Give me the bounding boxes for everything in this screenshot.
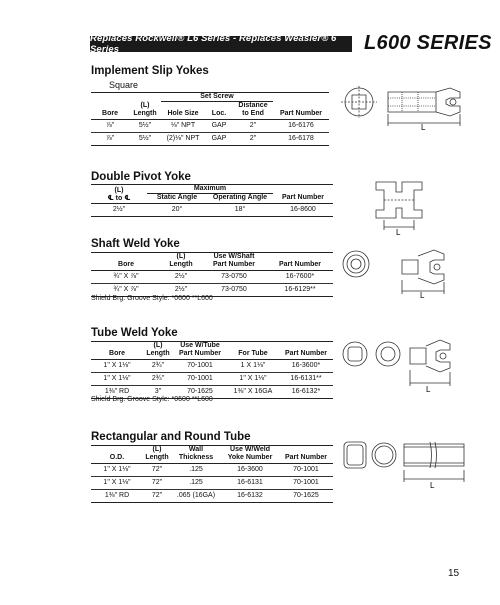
cell-part-number: 16-6176 xyxy=(273,120,329,133)
shaft-weld-yoke-note: Shield Brg. Groove Style: *0600 **L600 xyxy=(91,295,213,302)
cell-hole-size: (2)⅛" NPT xyxy=(161,133,205,146)
shaft-weld-yoke-side-view xyxy=(402,250,444,294)
cell-distance: 2" xyxy=(233,133,273,146)
implement-slip-yokes-table xyxy=(91,92,329,146)
header-bore: Bore xyxy=(91,253,161,271)
header-use-w-shaft: Use W/Shaft Part Number xyxy=(201,253,267,271)
slip-yoke-end-view xyxy=(341,86,377,118)
cell-bore: ¾" X ⅞" xyxy=(91,284,161,297)
header-part-number: Part Number xyxy=(267,253,333,271)
cell-bore: 1⅜" RD xyxy=(91,386,143,399)
rectangular-round-tube-title: Rectangular and Round Tube xyxy=(91,431,251,443)
header-l-center-to-center: (L) ℄ to ℄ xyxy=(91,185,147,204)
cell-loc: GAP xyxy=(205,133,233,146)
cell-weld-yoke-number: 16-6131 xyxy=(221,477,279,490)
table-row xyxy=(91,120,329,133)
cell-weld-yoke-number: 16-6132 xyxy=(221,490,279,503)
table-row xyxy=(91,464,333,477)
cell-use-w-shaft: 73-0750 xyxy=(201,271,267,284)
cell-operating-angle: 18° xyxy=(207,204,273,217)
table-row xyxy=(91,373,333,386)
table-row xyxy=(91,133,329,146)
cell-length: 2¾" xyxy=(143,373,173,386)
header-for-tube: For Tube xyxy=(227,342,279,360)
cell-use-w-tube: 70-1625 xyxy=(173,386,227,399)
cell-bore: 1" X 1⅛" xyxy=(91,360,143,373)
header-hole-size: Hole Size xyxy=(161,102,205,120)
double-pivot-yoke-drawing xyxy=(370,178,430,237)
cell-part-number: 70-1625 xyxy=(279,490,333,503)
cell-od: 1" X 1⅛" xyxy=(91,477,143,490)
double-pivot-yoke-title: Double Pivot Yoke xyxy=(91,171,191,183)
cell-part-number: 16-6129** xyxy=(267,284,333,297)
cell-part-number: 16-6131** xyxy=(279,373,333,386)
slip-yoke-side-view xyxy=(388,88,460,126)
slip-yoke-length-label: L xyxy=(421,123,426,132)
cell-hole-size: ⅛" NPT xyxy=(161,120,205,133)
cell-length: 3" xyxy=(143,386,173,399)
cell-loc: GAP xyxy=(205,120,233,133)
cell-distance: 2" xyxy=(233,120,273,133)
cell-for-tube: 1" X 1⅛" xyxy=(227,373,279,386)
shaft-weld-yoke-end-view xyxy=(343,251,369,277)
cell-part-number: 16-3600* xyxy=(279,360,333,373)
shaft-weld-length-label: L xyxy=(420,291,425,300)
double-pivot-yoke-table xyxy=(91,184,333,217)
cell-wall-thickness: .125 xyxy=(171,477,221,490)
cell-length: 2½" xyxy=(161,271,201,284)
tube-length-label: L xyxy=(430,481,435,490)
cell-length: 2½" xyxy=(91,204,147,217)
cell-length: 72" xyxy=(143,464,171,477)
cell-wall-thickness: .065 (16GA) xyxy=(171,490,221,503)
cell-wall-thickness: .125 xyxy=(171,464,221,477)
cell-part-number: 16-7600* xyxy=(267,271,333,284)
cell-for-tube: 1⅜" X 16GA xyxy=(227,386,279,399)
tube-weld-yoke-end-views xyxy=(343,342,400,366)
cell-part-number: 70-1001 xyxy=(279,464,333,477)
cell-length: 2¾" xyxy=(143,360,173,373)
cell-use-w-shaft: 73-0750 xyxy=(201,284,267,297)
shaft-weld-yoke-table xyxy=(91,252,333,297)
table-row xyxy=(91,204,333,217)
cell-bore: ⅞" xyxy=(91,133,129,146)
shaft-weld-yoke-title: Shaft Weld Yoke xyxy=(91,238,180,250)
maximum-group-header: Maximum xyxy=(147,185,273,194)
header-wall-thickness: Wall Thickness xyxy=(171,446,221,464)
tube-side-view xyxy=(404,442,464,482)
table-row xyxy=(91,360,333,373)
header-bore: Bore xyxy=(91,342,143,360)
cell-part-number: 16-8600 xyxy=(273,204,333,217)
cell-use-w-tube: 70-1001 xyxy=(173,373,227,386)
header-length: (L) Length xyxy=(161,253,201,271)
header-use-w-weld-yoke: Use W/Weld Yoke Number xyxy=(221,446,279,464)
cell-part-number: 16-6132* xyxy=(279,386,333,399)
tube-weld-yoke-side-view xyxy=(410,340,450,386)
tube-weld-yoke-table xyxy=(91,341,333,399)
header-use-w-tube: Use W/Tube Part Number xyxy=(173,342,227,360)
cell-od: 1⅜" RD xyxy=(91,490,143,503)
cell-part-number: 70-1001 xyxy=(279,477,333,490)
cell-part-number: 16-6178 xyxy=(273,133,329,146)
cell-bore: 1" X 1⅛" xyxy=(91,373,143,386)
cell-bore: ¾" X ⅞" xyxy=(91,271,161,284)
set-screw-group-header: Set Screw xyxy=(161,93,273,102)
tube-end-views xyxy=(344,442,396,468)
cell-length: 5½" xyxy=(129,133,161,146)
tube-drawing xyxy=(340,438,470,490)
header-od: O.D. xyxy=(91,446,143,464)
header-operating-angle: Operating Angle xyxy=(207,194,273,204)
tube-weld-length-label: L xyxy=(426,385,431,394)
header-part-number: Part Number xyxy=(279,446,333,464)
header-part-number: Part Number xyxy=(273,102,329,120)
tube-weld-yoke-note: Shield Brg. Groove Style: *0600 **L600 xyxy=(91,396,213,403)
table-row xyxy=(91,490,333,503)
cell-length: 2½" xyxy=(161,284,201,297)
header-part-number: Part Number xyxy=(273,194,333,204)
table-row xyxy=(91,271,333,284)
cell-length: 5½" xyxy=(129,120,161,133)
header-length: (L) Length xyxy=(143,446,171,464)
cell-use-w-tube: 70-1001 xyxy=(173,360,227,373)
series-title: L600 SERIES xyxy=(364,32,492,54)
header-length: (L) Length xyxy=(129,102,161,120)
page-number: 15 xyxy=(448,568,460,579)
cell-weld-yoke-number: 16-3600 xyxy=(221,464,279,477)
slip-yoke-drawing xyxy=(336,86,466,134)
implement-slip-yokes-subtitle: Square xyxy=(109,80,139,90)
series-banner: Replaces Rockwell® L6 Series - Replaces Weasler® 6 Series xyxy=(90,36,352,52)
cell-bore: ⅞" xyxy=(91,120,129,133)
header-part-number: Part Number xyxy=(279,342,333,360)
implement-slip-yokes-title: Implement Slip Yokes xyxy=(91,65,209,77)
cell-static-angle: 20° xyxy=(147,204,207,217)
header-loc: Loc. xyxy=(205,102,233,120)
double-pivot-length-label: L xyxy=(396,228,401,237)
tube-weld-yoke-drawing xyxy=(340,338,470,396)
tube-weld-yoke-title: Tube Weld Yoke xyxy=(91,327,178,339)
header-distance-to-end: Distance to End xyxy=(233,102,273,120)
cell-length: 72" xyxy=(143,490,171,503)
cell-od: 1" X 1⅛" xyxy=(91,464,143,477)
header-static-angle: Static Angle xyxy=(147,194,207,204)
cell-for-tube: 1 X 1⅛" xyxy=(227,360,279,373)
header-bore: Bore xyxy=(91,102,129,120)
cell-length: 72" xyxy=(143,477,171,490)
header-length: (L) Length xyxy=(143,342,173,360)
rectangular-round-tube-table xyxy=(91,445,333,503)
double-pivot-yoke-outline xyxy=(376,182,422,230)
table-row xyxy=(91,477,333,490)
shaft-weld-yoke-drawing xyxy=(340,248,470,300)
